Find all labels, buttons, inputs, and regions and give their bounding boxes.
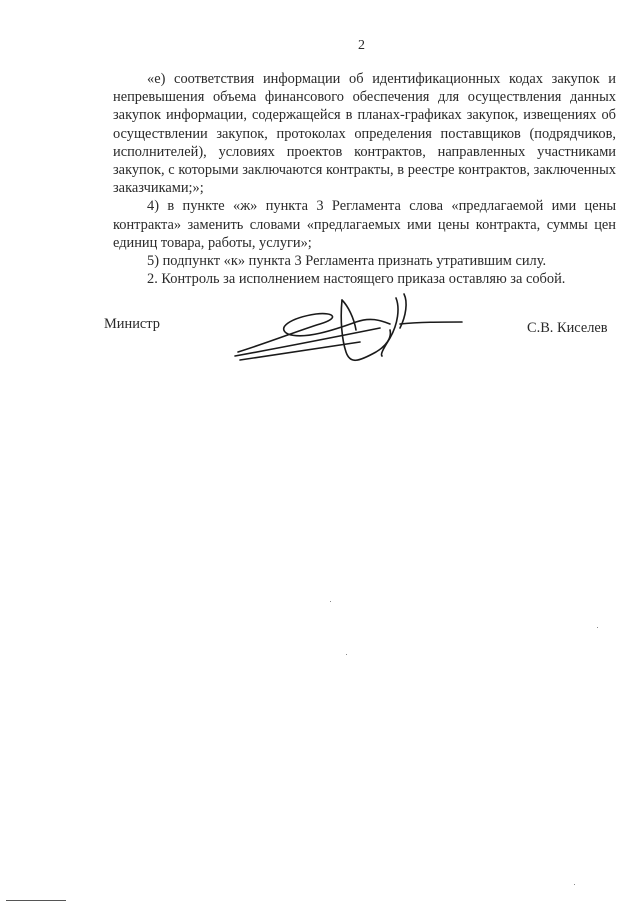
page-number: 2 (358, 38, 365, 53)
handwritten-signature (230, 290, 470, 370)
paragraph-e-clause: «е) соответствия информации об идентификационных кодах закупок и непревышения объема финансового обеспечения для осуществления данных закупок информации, содержащейся в планах-графиках закупок, извещениях об осуществлении закупок, протоколах определения поставщиков (подрядчиков, исполнителей), условиях проектов контрактов, направленных участниками закупок, с которыми заключаются контракты, в реестре контрактов, заключенных заказчиками;»; (113, 71, 616, 197)
footer-rule (6, 900, 66, 901)
scan-speck (346, 654, 347, 655)
scan-speck (597, 627, 598, 628)
scan-speck (574, 884, 575, 885)
paragraph-item-4: 4) в пункте «ж» пункта 3 Регламента слова «предлагаемой ими цены контракта» заменить словами «предлагаемых ими цены контракта, суммы цен единиц товара, работы, услуги»; (113, 198, 616, 251)
paragraph-control: 2. Контроль за исполнением настоящего приказа оставляю за собой. (147, 271, 566, 288)
document-body (113, 70, 616, 288)
signer-title: Министр (104, 316, 160, 332)
signer-name: С.В. Киселев (527, 320, 608, 336)
scan-speck (330, 601, 331, 602)
paragraph-item-5: 5) подпункт «к» пункта 3 Регламента признать утратившим силу. (147, 253, 547, 270)
